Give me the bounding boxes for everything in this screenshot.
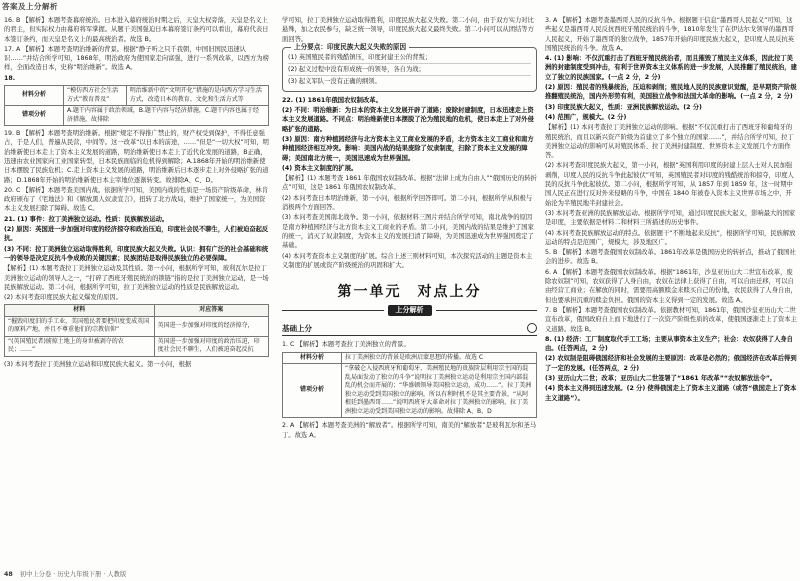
row-content: “拿破仑入侵西班牙和葡萄牙，美洲殖民地的贵族阶层利用宗主国的混乱局面发动了独立的斗争”说明拉丁美洲独立运动是利用宗主国内部混乱的机会而开展的；“华盛顿领导美国独立运动，成功……”。拉丁美洲独立运动受到美国独立的影响，所以有利时机不是其主要背景，“从阿根廷到墨西哥……”说明西班牙大革命对拉丁美洲独立的影响，拉丁美洲独立运动受到美国独立运动的影响。故排除 A、B、D: [342, 364, 537, 418]
material-cell: “摧毁印度旧的手工业，美国殖民者要把印度变成英国的原料产地，并且不尊重他们的宗教信仰”: [5, 316, 155, 336]
banner-rule-right: [436, 310, 538, 311]
answer-cell: 英国进一步加强对印度的政治压迫，印度社会民不聊生，人们被迫奋起反抗: [154, 336, 268, 356]
answer-21-table: [4, 304, 269, 357]
unit-title: 第一单元 对点上分: [337, 284, 482, 301]
key-point: (2) 起义过程中没有形成统一的领导，各自为战；: [288, 64, 531, 76]
answer-22-explanation: 【解析】(1) 本题考查 1861 年俄国农奴制改革。根据“法律上成为自由人”“俄国历史的转折点”可知，这是 1861 年俄国农奴制改革。: [282, 175, 537, 192]
answer-18-label: 18.: [4, 74, 16, 82]
unit-heading: [282, 284, 537, 301]
answer-22-4: (4) 资本主义制度的扩展。: [282, 164, 358, 172]
answer-21-1: 21. (1) 事件：拉丁美洲独立运动。性质：民族解放运动。: [4, 215, 169, 223]
answer-21-explanation-2: (2) 本问考查印度民族大起义爆发的原因。: [4, 294, 122, 302]
banner-label: 上分解析: [388, 305, 432, 316]
page-header: [0, 0, 800, 14]
answer-18-table: [4, 85, 269, 126]
answer-20: 20. C 【解析】本题考查美国内战。依据所学可知，美国内战的性质是一场资产阶级革命，林肯政府颁布了《宅地法》和《解放黑人奴隶宣言》，扭转了北方战局，维护了国家统一，为美国资本主义发展扫除了障碍。故选 C。: [4, 186, 268, 213]
answer-22-1: 22. (1) 1861年俄国农奴制改革。: [282, 96, 382, 104]
column-header: 对应答案: [154, 305, 268, 317]
short-answer-3: 3. A 【解析】本题考查墨西哥人民的反抗斗争。根据题干信息“墨西哥人民起义”可知，这些起义是墨西哥人民反抗西班牙殖民统治的斗争，1810年发生了在伊达尔戈领导的墨西哥人民起义，开始了墨西哥的独立战争，1857年开始的印度民族大起义，是印度人民反抗英国殖民统治的斗争。故选 A。: [545, 17, 795, 52]
column-right: [545, 16, 797, 404]
answer-16: 16. B 【解析】本题考查幕府统治。日本进入幕府统治时期之后，天皇大权旁落，天皇是名义上的君主，但实际权力由幕府将军掌握。从题干美国强迫日本幕府签订条约可以看出，幕府代表日本签订条约，而天皇是名义上的最高统治者。故选 B。: [4, 17, 269, 43]
bookmark-icon: [527, 323, 537, 333]
short-answer-6: 6. A 【解析】本题考查俄国农奴制改革。根据“1861年，沙皇亚历山大二世宣布改革，废除农奴制”可知，农奴获得了人身自由，农奴在法律上获得了自由，可以自由迁移，可以自由经营工商业；在解放的同时，需要用高额赎金来赎买自己的份地，农民获得了人身自由，但也要承担沉重的赎金负担。俄国的资本主义得到一定的发展。故选 A。: [545, 268, 797, 304]
key-points-title: 上分要点：印度民族大起义失败的原因: [291, 43, 409, 52]
short-answer-4-explanation: 【解析】(1) 本问考查拉丁美洲独立运动的影响。根据“不仅沉重打击了西班牙和葡萄牙的殖民统治，而且以新兴资产阶级为首建立了多个独立的国家……”，并结合所学可知，拉丁美洲独立运动的影响可从对殖民体系、拉丁美洲封建制度、世界资本主义发展几个方面作答。: [545, 124, 794, 160]
answer-21-2: (2) 原因：英国进一步加强对印度的经济掠夺和政治压迫，印度社会民不聊生，人们被迫奋起反抗。: [4, 226, 269, 243]
short-answer-8-4: (4) 资本主义得到迅速发展。(2 分) 使得俄国走上了资本主义道路（或答“俄国走上了资本主义道路”）。: [545, 385, 797, 402]
table-header-row: [5, 305, 269, 317]
short-answer-4-explanation-4: (4) 本问考查民族解放运动的特点。依据题干“不断地起来反抗”，根据所学可知，民族解放运动的特点是范围广，规模大，涉及地区广。: [545, 229, 796, 246]
answer-22-2: (2) 不同：明治维新：为日本的资本主义发展开辟了道路；废除封建制度，日本迅速走上资本主义发展道路。不同点：明治维新使日本摆脱了沦为殖民地的危机，使日本走上了对外侵略扩张的道路。: [282, 107, 534, 133]
short-answer-8-3: (3) 亚历山大二世；改革；亚历山大二世签署了“1861 年改革”“农奴解放法令”。: [545, 374, 777, 382]
short-answer-8-1: 8. (1) 经济：工厂制度取代手工工场；主要从事资本主义生产；社会：农奴获得了人身自由。(任答两点，2 分): [545, 335, 793, 353]
short-answer-5: 5. B 【解析】本题考查俄国农奴制改革。1861年改革是俄国历史的转折点，推动了俄国社会的进步。故选 B。: [545, 249, 796, 266]
book-title: 初中上分卷 · 历史九年级下册 · 人教版: [19, 571, 127, 578]
section-title: 基础上分: [282, 324, 312, 334]
short-answer-1: 1. C 【解析】本题考查拉丁美洲独立的背景。: [282, 341, 410, 349]
page-footer: [4, 569, 126, 578]
short-answer-8-2: (2) 农奴制是阻碍俄国经济和社会发展的主要原因：改革是必然的；俄国经济在改革后得到了一定的发展。(任答两点，2 分): [545, 355, 797, 372]
answer-21-continued: 学可知，拉丁美洲独立运动取得胜利，印度民族大起义失败。第二小问，由于双方实力对比悬殊，加之农民参与，缺乏统一领导，印度民族大起义最终失败。第二小问可以从团结等方面回答。: [282, 17, 534, 43]
short-answer-2: 2. A 【解析】本题考查美洲的“解放者”。根据所学可知，南美的“解放者”是玻利瓦尔和圣马丁。故选 A。: [282, 422, 537, 439]
row-label: 材料分析: [283, 352, 342, 364]
short-answer-7: 7. B 【解析】本题考查俄国农奴制改革。依据教材可知，1861年，俄国沙皇亚历山大二世宣布改革，俄国政府自上而下地进行了一次资产阶级性质的改革，使俄国逐渐走上了资本主义道路。故选 B。: [545, 306, 797, 333]
key-point: (3) 起义军队一没有正确的纲领。: [288, 78, 381, 86]
answer-22-3: (3) 原因：南方种植园经济与北方资本主义工商业发展的矛盾，北方资本主义工商业和南方种植园经济相互冲突。影响：美国内战的结果废除了奴隶制度，扫除了资本主义发展的障碍；美国南北方统一，美国迅速成为世界强国。: [282, 135, 534, 162]
short-answer-4-3: (3) 印度民族大起义，性质：亚洲民族解放运动。(2 分): [545, 103, 702, 111]
column-middle: [282, 16, 537, 441]
answer-cell: 英国进一步加强对印度的经济掠夺，: [154, 316, 268, 336]
column-left: [4, 16, 269, 370]
row-label: 错项分析: [283, 364, 342, 418]
wrong-option-analysis: A.题干内容属于政治领域，B.题干内容与经济措施，C.题干内容也属于经济措施，故排除: [64, 106, 269, 126]
key-point: (1) 英国殖民者的残酷镇压，印度封建王公的背叛；: [288, 52, 531, 64]
table-row: [5, 336, 269, 356]
short-answer-4-explanation-2: (2) 本问考查印度民族大起义，第一小问，根据“英国利用印度的封建上层人士对人民加强剥削，印度人民的反抗斗争此起彼伏”可知，英国殖民者对印度的残酷统治和掠夺，印度人民的反抗斗争此起彼伏。第二小问，根据所学可知，从 1857 年到 1859 年，这一时期中国人民正在进行反对外来侵略的斗争，中国在 1840 年被卷入资本主义世界市场之中，开始沦为半殖民地半封建社会。: [545, 162, 794, 207]
table-row: [5, 316, 269, 336]
short-answer-4-4: (4) 范围广，规模大。(2 分): [545, 113, 627, 121]
short-answer-1-table: [282, 352, 537, 419]
table-row: [283, 364, 537, 418]
row-content: 拉丁美洲独立的背景是欧洲启蒙思想的传播。故选 C: [342, 352, 537, 364]
answer-17: 17. A 【解析】本题考查明治维新的背景。根据“静子听之只千我朝，中国旧国民迅速认识……”并结合所学可知，1868年，明治政府为使国家走向富强，进行一系列改革，以西方为榜样，全面改造日本，史称“明治维新”。故选 A。: [4, 45, 269, 72]
short-answer-4-2: (2) 原因：殖民者的残暴统治，压迫和剥削；殖民地人民的民族意识觉醒，是早期资产阶级推翻殖民统治，国内外形势有利，美国独立战争和法国大革命的影响。(一点 2 分，2 分): [545, 84, 797, 101]
answer-22-explanation-4: (4) 本问考查资本主义制度的扩展。综合上述三则材料可知，本次探究活动的主题是资本主义制度的扩展或资产阶级统治的巩固和扩大。: [282, 252, 533, 269]
material-quote: “模仿西方社会生活方式”教育普及”: [64, 86, 127, 106]
header-tag: 答案及上分解析: [2, 2, 58, 11]
banner-rule-left: [282, 310, 384, 311]
row-label: 错项分析: [5, 106, 64, 126]
section-banner: [282, 303, 537, 317]
answer-22-explanation-3: (3) 本问考查美国南北战争。第一小问，依据材料三图片并结合所学可知，南北战争的原因是南方种植园经济与北方资本主义工商业的矛盾。第二小问，美国内战的结果是维护了国家的统一，消灭了奴隶制度，为资本主义的发展扫清了障碍，为美国迅速成为世界强国奠定了基础。: [282, 214, 534, 250]
short-answer-4-1: 4. (1) 影响：不仅沉重打击了西班牙殖民统治者，而且摧毁了殖民主义体系，因此拉丁美洲的封建制度受到冲击，有利于世界资本主义体系的进一步发展，人民推翻了殖民统治，建立了独立的民族国家。(一点 2 分，2 分): [545, 55, 797, 81]
short-answer-4-explanation-3: (3) 本问考查亚洲的民族解放运动。根据所学可知，通过印度民族大起义，影响最大的国家是印度，主要依据是材料二和材料三所描述的历史事件。: [545, 209, 796, 227]
page-number: 48: [4, 571, 13, 578]
answer-19: 19. B 【解析】本题考查明治维新。根据“规定不得推广禁止的，财产权受到保护，不得任意强占，于是人们，普遍从民营，中间等。这一改革“以日本的前途，……”但是“一切大权”可知，明治维新使日本走上了资本主义发展的道路，明治维新使日本走上了近代化发展的道路，B正确，迅速由农业国家向工业国家转型，日本民族面临的危机得到解除；A.1868年开始的明治维新使日本摆脱了民族危机；C.走上资本主义发展的道路，明治维新后日本逐步走上对外侵略扩张的道路；D.1868年开始的明治维新使日本主宰地位逐渐转变。故排除A、C、D。: [4, 130, 269, 184]
material-cell: “(英国殖民者)掳掠土地上的身世被剥夺的农民；……”: [5, 336, 155, 356]
answer-21-explanation-3: (3) 本问考查拉丁美洲独立运动和印度民族大起义。第一小问，根据: [4, 360, 192, 368]
section-heading: [282, 323, 537, 336]
table-row: [283, 352, 537, 364]
column-header: 材料: [5, 305, 155, 317]
key-points-box: [282, 42, 537, 92]
table-row: [5, 86, 269, 106]
row-label: 材料分析: [5, 86, 64, 106]
answer-21-explanation: 【解析】(1) 本题考查拉丁美洲独立运动及其性质。第一小问，根据所学可知，玻利瓦尔是拉丁美洲独立运动的领导人之一，“打碎了西班牙殖民统治的锁链”指的是拉丁美洲独立运动，是一场民族解放运动。第二小问，根据所学可知，拉丁美洲独立运动的性质是民族解放运动。: [4, 265, 269, 291]
table-row: [5, 106, 269, 126]
answer-22-explanation-2: (2) 本问考查日本明治维新，第一小问，根据所学回答即可。第二小问，根据所学从积极与消极两个方面回答。: [282, 194, 533, 212]
answer-21-3: (3) 不同：拉丁美洲独立运动取得胜利，印度民族大起义失败。认识：拥有广泛的社会基础和统一的领导是决定反抗斗争成败的关键因素；民族团结是取得民族独立的必要保障。: [4, 245, 269, 262]
material-analysis: 明治维新中的“文明开化”措施的是向西方学习生活方式，改造日本的教育、文化和生活方式等: [126, 86, 268, 106]
